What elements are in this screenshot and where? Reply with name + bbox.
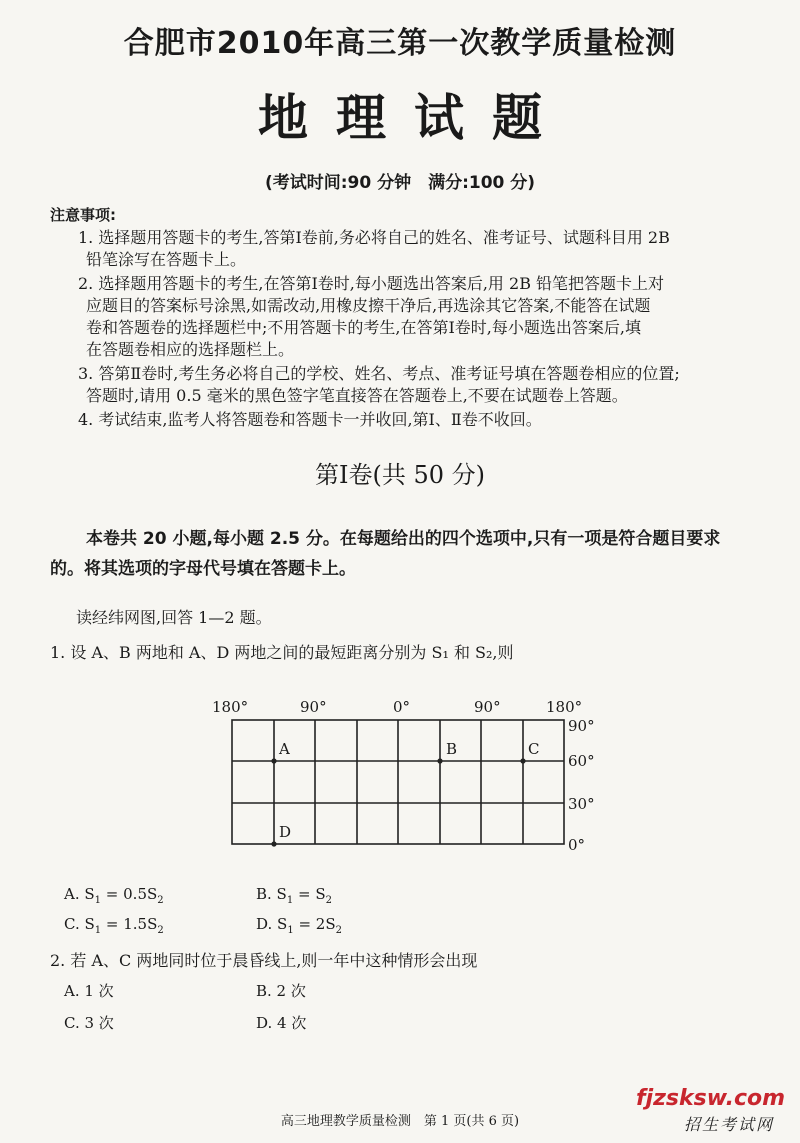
note-line: 在答题卷相应的选择题栏上。 [86, 340, 295, 359]
page-title: 合肥市2010年高三第一次教学质量检测 [123, 26, 677, 61]
watermark-logo [636, 1086, 786, 1134]
point-d-label: D [279, 823, 292, 841]
subject-title: 地理试题 [258, 88, 570, 147]
note-line: 1. 选择题用答题卡的考生,答第Ⅰ卷前,务必将自己的姓名、准考证号、试题科目用 2B [78, 228, 670, 247]
point-b-dot [437, 758, 442, 763]
point-a-dot [271, 758, 276, 763]
watermark-main: fjzsksw.com [636, 1086, 786, 1111]
watermark-sub: 招生考试网 [684, 1115, 775, 1134]
point-c-label: C [528, 740, 540, 758]
note-line: 2. 选择题用答题卡的考生,在答第Ⅰ卷时,每小题选出答案后,用 2B 铅笔把答题卡上对 [78, 274, 665, 293]
note-line: 3. 答第Ⅱ卷时,考生务必将自己的学校、姓名、考点、准考证号填在答题卷相应的位置; [78, 364, 680, 383]
point-d-dot [271, 841, 276, 846]
lon-label: 90° [300, 698, 327, 716]
q2-option-a: A. 1 次 [64, 982, 114, 1000]
section-title: 第Ⅰ卷(共 50 分) [314, 461, 485, 489]
note-line: 铅笔涂写在答题卡上。 [86, 250, 247, 269]
map-intro: 读经纬网图,回答 1—2 题。 [76, 608, 272, 627]
q1-option-b: B. $S_1 = S_2$ [256, 885, 332, 906]
graticule-map [200, 690, 620, 860]
question-2-stem: 2. 若 A、C 两地同时位于晨昏线上,则一年中这种情形会出现 [50, 951, 478, 970]
point-a-label: A [279, 740, 290, 758]
note-line: 卷和答题卷的选择题栏中;不用答题卡的考生,在答第Ⅰ卷时,每小题选出答案后,填 [86, 318, 641, 337]
point-b-label: B [446, 740, 458, 758]
q2-option-d: D. 4 次 [256, 1014, 307, 1032]
note-line: 4. 考试结束,监考人将答题卷和答题卡一并收回,第Ⅰ、Ⅱ卷不收回。 [78, 410, 542, 429]
lat-label: 90° [568, 717, 595, 735]
lat-label: 0° [568, 836, 586, 854]
exam-info: (考试时间:90 分钟 满分:100 分) [264, 173, 536, 193]
point-c-dot [520, 758, 525, 763]
lon-label: 180° [546, 698, 583, 716]
notes-heading: 注意事项: [50, 206, 116, 224]
lon-label: 180° [212, 698, 249, 716]
lon-labels [212, 698, 582, 716]
q2-option-c: C. 3 次 [64, 1014, 114, 1032]
q2-option-b: B. 2 次 [256, 982, 306, 1000]
lat-label: 30° [568, 795, 595, 813]
q1-option-d: D. $S_1 = 2S_2$ [256, 915, 342, 936]
map-points [271, 740, 539, 847]
question-1-stem: 1. 设 A、B 两地和 A、D 两地之间的最短距离分别为 S₁ 和 S₂,则 [50, 643, 514, 662]
section-instruction-line1: 本卷共 20 小题,每小题 2.5 分。在每题给出的四个选项中,只有一项是符合题目要求 [86, 529, 721, 549]
q1-option-a: A. $S_1 = 0.5S_2$ [64, 885, 164, 906]
page-footer: 高三地理教学质量检测 第 1 页(共 6 页) [280, 1114, 520, 1129]
lat-label: 60° [568, 752, 595, 770]
note-line: 应题目的答案标号涂黑,如需改动,用橡皮擦干净后,再选涂其它答案,不能答在试题 [86, 296, 651, 315]
q1-option-c: C. $S_1 = 1.5S_2$ [64, 915, 164, 936]
lon-label: 90° [474, 698, 501, 716]
section-instruction-line2: 的。将其选项的字母代号填在答题卡上。 [50, 559, 356, 579]
lon-label: 0° [393, 698, 411, 716]
note-line: 答题时,请用 0.5 毫米的黑色签字笔直接答在答题卷上,不要在试题卷上答题。 [86, 386, 628, 405]
lat-labels [568, 717, 595, 854]
